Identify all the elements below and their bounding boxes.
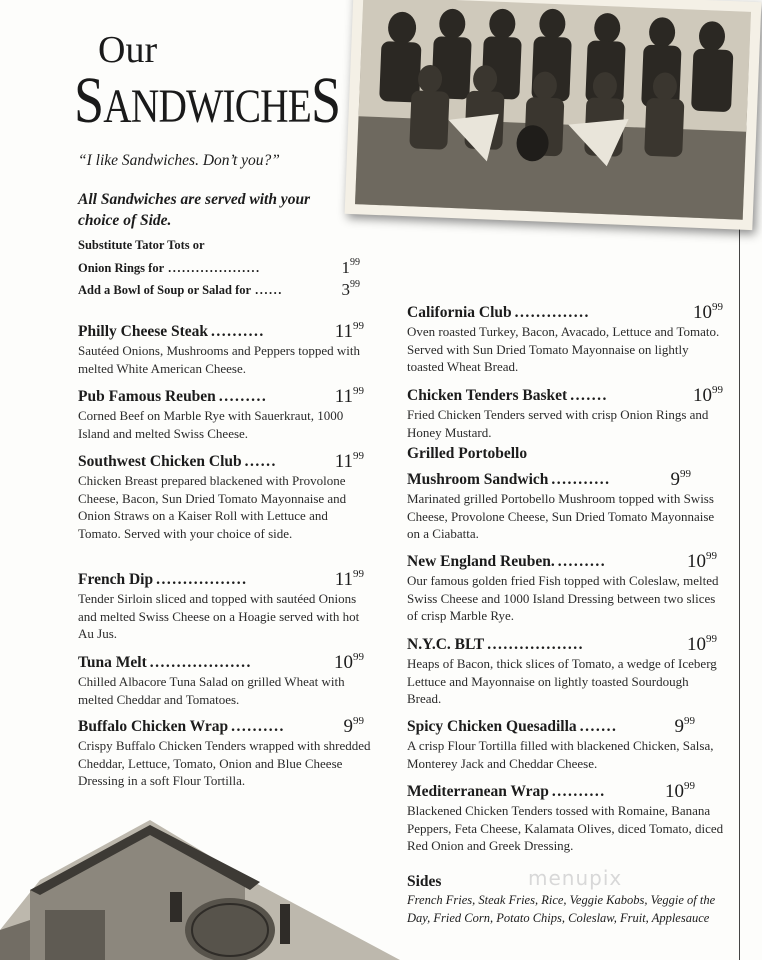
- price: [342, 254, 361, 277]
- price-main: 11: [334, 321, 353, 342]
- price-main: 10: [687, 551, 706, 572]
- title-middle: ANDWICHE: [103, 80, 311, 133]
- leader-dots: ..........: [551, 783, 606, 800]
- item-price: [335, 316, 364, 342]
- menu-item-buffalo-wrap: [78, 711, 378, 790]
- price-main: 10: [665, 781, 684, 802]
- price-main: 10: [334, 652, 353, 673]
- menu-item-mediterranean-wrap: [407, 776, 729, 855]
- item-price: [334, 647, 364, 673]
- leader-dots: ..........: [211, 323, 265, 340]
- price-cents: 99: [353, 715, 364, 727]
- photo-image: [355, 0, 751, 220]
- price-cents: 99: [353, 320, 364, 332]
- price-main: 11: [334, 386, 353, 407]
- menu-item-pub-reuben: [78, 381, 364, 442]
- item-description: Chicken Breast prepared blackened with Provolone Cheese, Bacon, Sun Dried Tomato Mayonnaise and Onion Straws on a Kaiser Roll with Lettuce and Tomato. Served with your choice of side.: [78, 473, 347, 541]
- item-description: Blackened Chicken Tenders tossed with Romaine, Banana Peppers, Feta Cheese, Kalamata Olives, diced Tomato, diced Red Onion and Greek Dressing.: [407, 803, 724, 853]
- menu-item-california-club: [407, 297, 723, 376]
- item-price: [671, 464, 692, 490]
- price-cents: 99: [684, 715, 695, 727]
- tagline-quote: “I like Sandwiches. Don’t you?”: [78, 152, 280, 169]
- item-name: Mediterranean Wrap: [407, 783, 549, 800]
- watermark: menupix: [528, 866, 623, 890]
- item-name: Pub Famous Reuben: [78, 388, 216, 405]
- menu-item-new-england-reuben: [407, 546, 723, 625]
- item-name: Spicy Chicken Quesadilla: [407, 718, 577, 735]
- item-description: Oven roasted Turkey, Bacon, Avacado, Lettuce and Tomato. Served with Sun Dried Tomato Mayonnaise on lightly toasted Wheat Bread.: [407, 324, 720, 374]
- menu-item-quesadilla: [407, 711, 729, 772]
- price-main: 3: [341, 280, 350, 299]
- substitute-tots: [78, 236, 360, 277]
- price-main: 9: [674, 716, 684, 737]
- item-description: Marinated grilled Portobello Mushroom topped with Swiss Cheese, Provolone Cheese, Sun Dried Tomato Mayonnaise on a Ciabatta.: [407, 491, 715, 541]
- leader-dots: ..................: [487, 636, 585, 653]
- item-price: [687, 546, 717, 572]
- price-cents: 99: [350, 279, 360, 290]
- item-name: N.Y.C. BLT: [407, 636, 485, 653]
- item-price: [693, 380, 723, 406]
- price-main: 10: [693, 385, 712, 406]
- price-cents: 99: [684, 780, 695, 792]
- price-cents: 99: [353, 450, 364, 462]
- item-price: [335, 446, 364, 472]
- item-name: Tuna Melt: [78, 654, 147, 671]
- item-price: [675, 711, 696, 737]
- menu-item-philly: [78, 316, 364, 377]
- title-our: Our: [98, 29, 158, 71]
- substitute-line2: Onion Rings for: [78, 261, 165, 275]
- price-main: 1: [341, 258, 350, 277]
- item-price: [693, 297, 723, 323]
- item-price: [687, 629, 717, 655]
- title-first-letter: S: [74, 64, 104, 137]
- item-price: [335, 381, 364, 407]
- item-description: A crisp Flour Tortilla filled with blackened Chicken, Salsa, Monterey Jack and Cheddar Cheese.: [407, 738, 714, 771]
- vintage-team-photo: [345, 0, 762, 230]
- menu-item-chicken-tenders: [407, 380, 723, 441]
- leader-dots: .......: [570, 387, 608, 404]
- item-name: Philly Cheese Steak: [78, 323, 209, 340]
- price-cents: 99: [350, 257, 360, 268]
- substitute-line2: Add a Bowl of Soup or Salad for: [78, 283, 252, 297]
- item-price: [344, 711, 365, 737]
- price-main: 9: [670, 469, 680, 490]
- item-description: Chilled Albacore Tuna Salad on grilled Wheat with melted Cheddar and Tomatoes.: [78, 674, 345, 707]
- item-description: Corned Beef on Marble Rye with Sauerkraut, 1000 Island and melted Swiss Cheese.: [78, 408, 344, 441]
- item-name: Southwest Chicken Club: [78, 453, 242, 470]
- leader-dots: ..............: [514, 304, 590, 321]
- sides-heading: Sides: [407, 873, 442, 890]
- sides-list: French Fries, Steak Fries, Rice, Veggie Kabobs, Veggie of the Day, Fried Corn, Potato Chips, Coleslaw, Fruit, Applesauce: [407, 893, 716, 925]
- item-name: French Dip: [78, 571, 154, 588]
- price-cents: 99: [706, 633, 717, 645]
- leader-dots: .........: [218, 388, 268, 405]
- right-border-line: [739, 210, 740, 960]
- price-main: 11: [334, 451, 353, 472]
- leader-dots: ...........: [551, 471, 611, 488]
- price-cents: 99: [353, 568, 364, 580]
- price-cents: 99: [353, 651, 364, 663]
- item-name: Buffalo Chicken Wrap: [78, 718, 229, 735]
- item-name: Chicken Tenders Basket: [407, 387, 568, 404]
- price-cents: 99: [353, 385, 364, 397]
- item-name: California Club: [407, 304, 512, 321]
- served-note: All Sandwiches are served with your choice of Side.: [78, 191, 311, 229]
- price-cents: 99: [712, 384, 723, 396]
- leader-dots: .................: [156, 571, 248, 588]
- item-price: [335, 564, 364, 590]
- substitute-line1: Substitute Tator Tots or: [78, 238, 205, 252]
- price-main: 10: [693, 302, 712, 323]
- team-photo-illustration: [355, 0, 751, 220]
- leader-dots: ...................: [149, 654, 252, 671]
- item-description: Fried Chicken Tenders served with crisp Onion Rings and Honey Mustard.: [407, 407, 709, 440]
- menu-item-french-dip: [78, 564, 364, 643]
- leader-dots: ......: [244, 453, 277, 470]
- leader-dots: .......: [579, 718, 618, 735]
- title-last-letter: S: [310, 64, 341, 137]
- leader-dots: ......: [255, 283, 283, 297]
- price: [342, 276, 361, 299]
- menu-item-portobello: [407, 444, 723, 543]
- price-cents: 99: [680, 468, 691, 480]
- item-name-line1: Grilled Portobello: [407, 445, 528, 462]
- price-cents: 99: [706, 550, 717, 562]
- page-title: [74, 64, 341, 140]
- item-price: [665, 776, 695, 802]
- item-name: New England Reuben.: [407, 553, 555, 570]
- price-cents: 99: [712, 301, 723, 313]
- item-name: Mushroom Sandwich: [407, 471, 549, 488]
- item-description: Heaps of Bacon, thick slices of Tomato, a wedge of Iceberg Lettuce and Mayonnaise on lightly toasted Sourdough Bread.: [407, 656, 717, 706]
- menu-item-nyc-blt: [407, 629, 723, 708]
- menu-item-tuna-melt: [78, 647, 364, 708]
- leader-dots: ....................: [168, 261, 261, 275]
- price-main: 11: [334, 569, 353, 590]
- price-main: 10: [687, 634, 706, 655]
- item-description: Our famous golden fried Fish topped with Coleslaw, melted Swiss Cheese and 1000 Island Dressing between two slices of crisp Marble Rye.: [407, 573, 719, 623]
- barn-illustration: [0, 820, 400, 960]
- leader-dots: .........: [557, 553, 607, 570]
- price-main: 9: [343, 716, 353, 737]
- item-description: Crispy Buffalo Chicken Tenders wrapped with shredded Cheddar, Lettuce, Tomato, Onion and Blue Cheese Dressing in a soft Flour Tortilla.: [78, 738, 371, 788]
- item-description: Tender Sirloin sliced and topped with sautéed Onions and melted Swiss Cheese on a Hoagie served with hot Au Jus.: [78, 591, 360, 641]
- item-description: Sautéed Onions, Mushrooms and Peppers topped with melted White American Cheese.: [78, 343, 361, 376]
- leader-dots: ..........: [231, 718, 285, 735]
- menu-item-southwest-club: [78, 446, 364, 542]
- substitute-soup: [78, 276, 360, 299]
